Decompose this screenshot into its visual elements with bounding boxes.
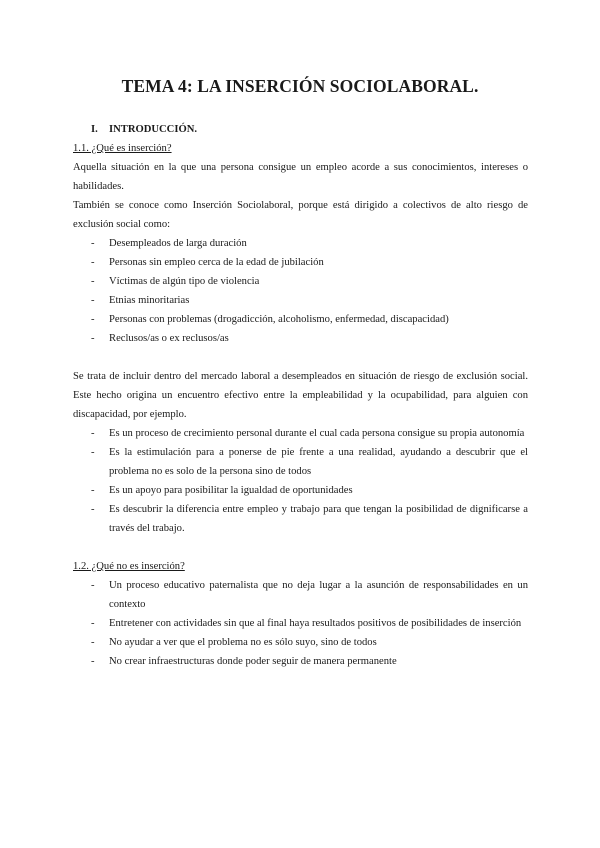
bullet-dash: - (91, 238, 95, 249)
bullet-dash: - (91, 504, 95, 515)
paragraph-mercado-laboral: Se trata de incluir dentro del mercado laboral a desempleados en situación de riesgo de exclusión social. Este hecho origina un encuentro efectivo entre la empleabilidad y la ocupabilidad, para alguien con discapacidad, por ejemplo. (73, 371, 528, 420)
document-title: TEMA 4: LA INSERCIÓN SOCIOLABORAL. (121, 76, 479, 96)
list-item: - Es descubrir la diferencia entre empleo y trabajo para que tengan la posibilidad de dignificarse a través del trabajo. (73, 500, 528, 538)
bullet-dash: - (91, 276, 95, 287)
list-item: - Personas con problemas (drogadicción, alcoholismo, enfermedad, discapacidad) (73, 310, 528, 329)
list-item: - Reclusos/as o ex reclusos/as (73, 329, 528, 348)
bullet-dash: - (91, 314, 95, 325)
subheading-que-no-es-insercion: 1.2. ¿Qué no es inserción? (73, 561, 185, 572)
subheading-que-es-insercion: 1.1. ¿Qué es inserción? (73, 143, 172, 154)
list-colectivos (73, 234, 528, 348)
bullet-dash: - (91, 656, 95, 667)
list-que-no-es (73, 576, 528, 671)
bullet-dash: - (91, 637, 95, 648)
list-item: - Es un apoyo para posibilitar la igualdad de oportunidades (73, 481, 528, 500)
spacer (73, 538, 528, 557)
bullet-dash: - (91, 485, 95, 496)
bullet-dash: - (91, 257, 95, 268)
list-que-es (73, 424, 528, 538)
bullet-dash: - (91, 618, 95, 629)
list-item: - Es la estimulación para a ponerse de pie frente a una realidad, ayudando a descubrir que el problema no es solo de la persona sino de todos (73, 443, 528, 481)
list-item: - No ayudar a ver que el problema no es sólo suyo, sino de todos (73, 633, 528, 652)
spacer (73, 348, 528, 367)
list-item: - Un proceso educativo paternalista que no deja lugar a la asunción de responsabilidades en un contexto (73, 576, 528, 614)
bullet-dash: - (91, 295, 95, 306)
list-item: - Víctimas de algún tipo de violencia (73, 272, 528, 291)
section-number: I. (91, 124, 98, 135)
list-item: - Desempleados de larga duración (73, 234, 528, 253)
bullet-dash: - (91, 580, 95, 591)
bullet-dash: - (91, 447, 95, 458)
section-heading-introduccion (73, 120, 528, 139)
paragraph-colectivos: También se conoce como Inserción Sociolaboral, porque está dirigido a colectivos de alto riesgo de exclusión social como: (73, 200, 528, 230)
list-item: - No crear infraestructuras donde poder seguir de manera permanente (73, 652, 528, 671)
paragraph-definition: Aquella situación en la que una persona consigue un empleo acorde a sus conocimientos, intereses o habilidades. (73, 162, 528, 192)
bullet-dash: - (91, 428, 95, 439)
bullet-dash: - (91, 333, 95, 344)
list-item: - Entretener con actividades sin que al final haya resultados positivos de posibilidades de inserción (73, 614, 528, 633)
list-item: - Etnias minoritarias (73, 291, 528, 310)
document-body (73, 120, 528, 671)
section-title: INTRODUCCIÓN. (109, 124, 197, 135)
list-item: - Es un proceso de crecimiento personal durante el cual cada persona consigue su propia autonomía (73, 424, 528, 443)
list-item: - Personas sin empleo cerca de la edad de jubilación (73, 253, 528, 272)
